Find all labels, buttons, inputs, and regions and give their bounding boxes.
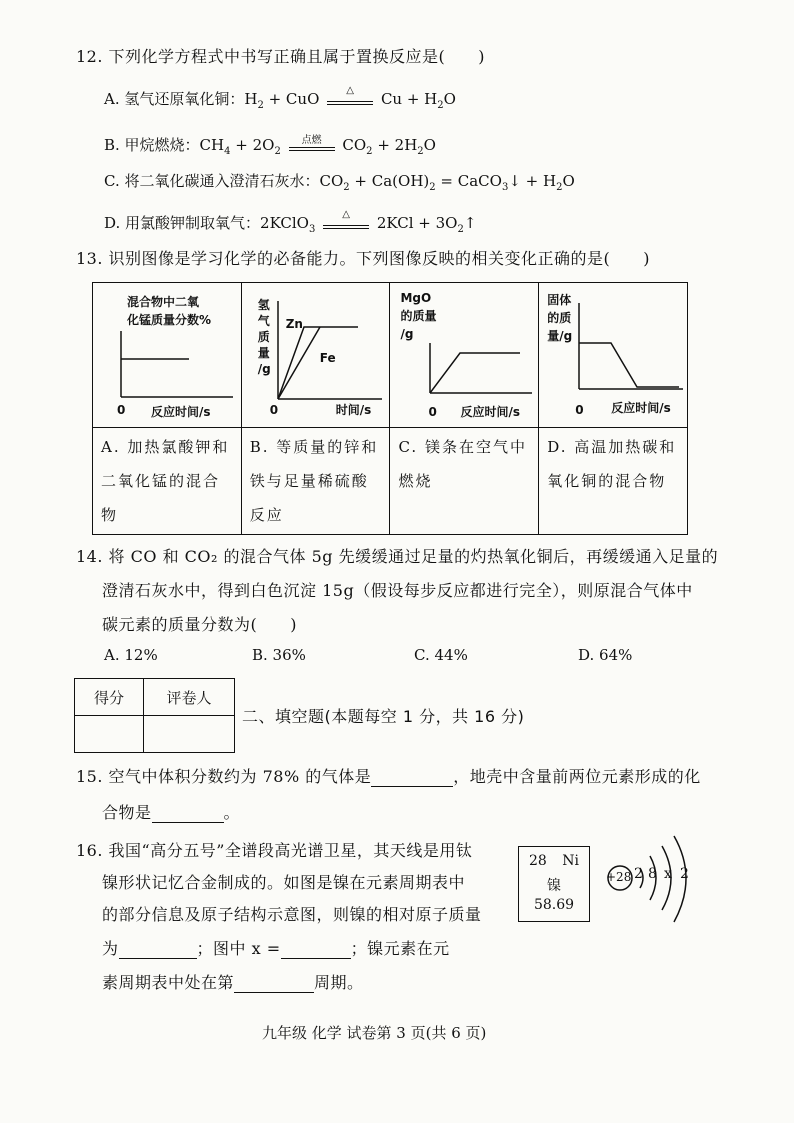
question-15-text-d: 。 [223, 803, 241, 822]
graph-a-ylabel-1: 混合物中二氧 [127, 295, 200, 309]
caption-c: C. 镁条在空气中燃烧 [390, 428, 539, 535]
element-name: 镍 [547, 878, 561, 894]
shell-1-electrons: 2 [634, 866, 643, 882]
answer-blank-15-1[interactable] [371, 767, 453, 787]
graph-b-curve-zn [278, 327, 358, 399]
question-16-text-b: ；图中 x = [196, 939, 281, 958]
condition-label: △ [342, 209, 350, 220]
caption-a: A. 加热氯酸钾和二氧化锰的混合物 [93, 428, 242, 535]
question-15-line1 [76, 764, 701, 787]
condition-label: 点燃 [301, 135, 322, 146]
shell-3-electrons: x [664, 866, 672, 882]
option-12-d-text: D. 用氯酸钾制取氧气：2KClO [104, 214, 309, 232]
ylabel-char: 气 [257, 314, 270, 328]
grader-header: 评卷人 [144, 679, 235, 716]
graph-d-ylabel-3: 量/g [547, 329, 573, 343]
shell-4-electrons: 2 [680, 866, 689, 882]
shell-2-electrons: 8 [648, 866, 657, 882]
question-15-line2 [102, 800, 240, 823]
graph-a-plot [93, 283, 241, 423]
option-14-d: D. 64% [578, 646, 633, 664]
option-12-a-mid: + CuO [263, 90, 320, 108]
score-table [74, 678, 235, 753]
question-16-text-a: 为 [102, 939, 119, 958]
series-label-zn: Zn [285, 317, 303, 331]
option-14-a: A. 12% [104, 646, 158, 664]
question-16-text-d: 素周期表中处在第 [102, 973, 235, 992]
option-12-c-t4: ↓ + H [508, 172, 557, 190]
question-16-text-e: 周期。 [314, 973, 364, 992]
option-12-a-products: Cu + H [380, 90, 438, 108]
caption-b: B. 等质量的锌和铁与足量稀硫酸反应 [241, 428, 390, 535]
question-15-text-b: ，地壳中含量前两位元素形成的化 [453, 767, 701, 786]
reaction-condition-heat [327, 85, 373, 109]
question-14-line3: 碳元素的质量分数为( ) [102, 615, 297, 634]
atomic-mass: 58.69 [533, 897, 575, 913]
option-12-b-text: B. 甲烷燃烧：CH [104, 136, 225, 154]
reaction-condition-heat [323, 209, 369, 233]
answer-blank-16-1[interactable] [119, 939, 197, 959]
graph-a [93, 283, 242, 428]
page-footer: 九年级 化学 试卷第 3 页(共 6 页) [262, 1024, 487, 1042]
option-12-a-end: O [443, 90, 456, 108]
option-12-c-t3: = CaCO [435, 172, 502, 190]
option-12-c-t2: + Ca(OH) [349, 172, 430, 190]
graph-b [241, 283, 390, 428]
option-12-b-end: + 2H [372, 136, 418, 154]
graph-a-xlabel: 反应时间/s [151, 405, 211, 419]
ylabel-char: 质 [257, 330, 270, 344]
condition-label: △ [346, 85, 354, 96]
caption-d: D. 高温加热碳和氧化铜的混合物 [539, 428, 688, 535]
option-12-d: D. 用氯酸钾制取氧气：2KClO$_3$ △ $2KCl + 3O_2↑$ [104, 209, 477, 235]
graph-d-curve [579, 343, 679, 387]
question-14-line1: 14. 将 CO 和 CO₂ 的混合气体 5g 先缓缓通过足量的灼热氧化铜后，再缓缓通入足量的 [76, 547, 719, 566]
graph-c [390, 283, 539, 428]
option-12-a: A. 氢气还原氧化铜：$H_2$ + CuO △ $Cu + H_2O$ [104, 85, 456, 111]
series-label-fe: Fe [319, 351, 336, 365]
option-14-b: B. 36% [252, 646, 306, 664]
periodic-table-cell [518, 846, 590, 922]
graph-b-xlabel: 时间/s [335, 403, 372, 417]
graph-a-origin: 0 [117, 403, 126, 417]
graph-d [539, 283, 688, 428]
reaction-condition-ignite [289, 137, 335, 155]
graph-b-origin: 0 [269, 403, 279, 417]
option-12-b-products: CO [342, 136, 367, 154]
graph-c-curve [430, 353, 520, 393]
option-12-d-end: ↑ [463, 214, 477, 232]
option-12-b-mid: + 2O [230, 136, 275, 154]
option-12-c-text: C. 将二氧化碳通入澄清石灰水：CO [104, 172, 344, 190]
score-cell[interactable] [75, 716, 144, 753]
option-12-c: C. 将二氧化碳通入澄清石灰水：$CO_2 + Ca(OH)_2$ = CaCO$_3$↓ + $H_2O$ [104, 172, 575, 193]
question-15-text-a: 15. 空气中体积分数约为 78% 的气体是 [76, 767, 372, 786]
question-16-text-c: ；镍元素在元 [350, 939, 450, 958]
option-12-c-t5: O [562, 172, 575, 190]
score-header: 得分 [75, 679, 144, 716]
graph-c-plot [390, 283, 538, 423]
option-12-d-products: 2KCl + 3O [376, 214, 458, 232]
graph-options-table [92, 282, 688, 535]
ylabel-char: 量 [257, 346, 270, 360]
graph-c-xlabel: 反应时间/s [460, 405, 520, 419]
graph-c-origin: 0 [428, 405, 437, 419]
graph-c-ylabel-3: /g [400, 327, 414, 341]
atomic-number: 28 [529, 853, 547, 869]
option-12-a-text: A. 氢气还原氧化铜：H [104, 90, 258, 108]
graph-d-origin: 0 [575, 403, 584, 417]
question-13-stem: 13. 识别图像是学习化学的必备能力。下列图像反映的相关变化正确的是( ) [76, 249, 651, 268]
graph-d-ylabel-2: 的质 [547, 311, 572, 325]
answer-blank-16-3[interactable] [234, 973, 314, 993]
answer-blank-16-2[interactable] [281, 939, 351, 959]
ylabel-char: /g [257, 362, 271, 376]
question-14-line2: 澄清石灰水中，得到白色沉淀 15g（假设每步反应都进行完全），则原混合气体中 [102, 581, 693, 600]
question-15-text-c: 合物是 [102, 803, 152, 822]
question-16-line3: 的部分信息及原子结构示意图，则镍的相对原子质量 [102, 905, 482, 924]
graph-a-ylabel-2: 化锰质量分数% [127, 313, 212, 327]
graph-d-ylabel-1: 固体 [547, 293, 572, 307]
question-16-line1: 16. 我国“高分五号”全谱段高光谱卫星，其天线是用钛 [76, 841, 473, 860]
grader-cell[interactable] [144, 716, 235, 753]
graph-c-ylabel-1: MgO [400, 291, 432, 305]
question-16-line4 [102, 936, 450, 959]
question-16-line2: 镍形状记忆合金制成的。如图是镍在元素周期表中 [102, 873, 466, 892]
question-16-line5 [102, 970, 364, 993]
graph-c-ylabel-2: 的质量 [400, 309, 437, 323]
option-12-b: B. 甲烷燃烧：$CH_4 + 2O_2$ 点燃 $CO_2 + 2H_2O$ [104, 134, 436, 157]
section-2-title: 二、填空题(本题每空 1 分，共 16 分) [242, 707, 525, 726]
element-symbol: Ni [562, 853, 579, 869]
answer-blank-15-2[interactable] [152, 803, 224, 823]
option-12-b-end2: O [423, 136, 436, 154]
ylabel-char: 氢 [257, 298, 270, 312]
nucleus-charge: +28 [606, 870, 632, 884]
graph-d-xlabel: 反应时间/s [611, 401, 671, 415]
question-12-stem: 12. 下列化学方程式中书写正确且属于置换反应是( ) [76, 47, 486, 66]
graph-b-curve-fe [278, 327, 320, 399]
option-14-c: C. 44% [414, 646, 468, 664]
